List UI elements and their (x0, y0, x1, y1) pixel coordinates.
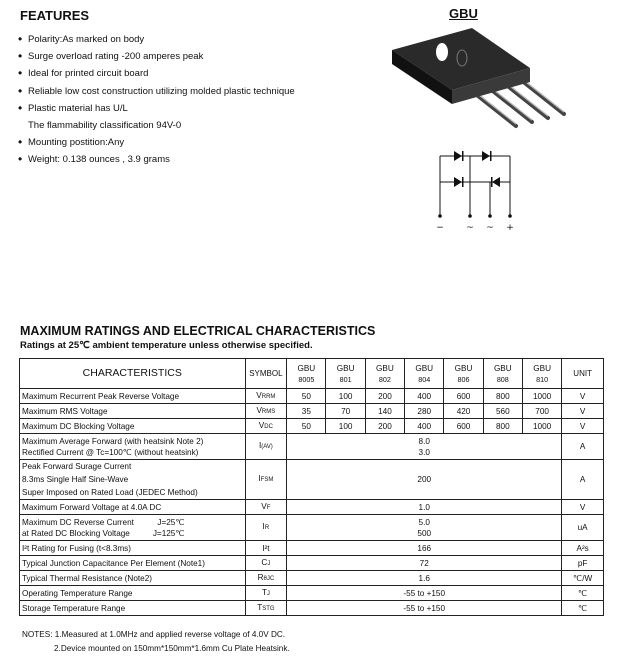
ratings-subtitle: Ratings at 25℃ ambient temperature unless otherwise specified. (20, 340, 313, 351)
row-vrrm-unit: V (562, 389, 604, 404)
row-ifsm (20, 460, 604, 500)
row-tstg-symbol: TSTG (245, 601, 287, 616)
row-cj-value: 72 (287, 556, 562, 571)
row-tj-name: Operating Temperature Range (20, 586, 246, 601)
row-iav-name: Maximum Average Forward (with heatsink Note 2) Rectified Current @ Tc=100℃ (without heatsink) (20, 434, 246, 460)
row-tj (20, 586, 604, 601)
row-ir-value: 5.0 500 (287, 515, 562, 541)
row-vrms-value: 35 (287, 404, 326, 419)
row-vdc-value: 100 (326, 419, 365, 434)
row-vrms (20, 404, 604, 419)
header-part-8005: GBU 8005 (287, 359, 326, 389)
header-symbol: SYMBOL (245, 359, 287, 389)
row-vf-unit: V (562, 500, 604, 515)
row-vdc-unit: V (562, 419, 604, 434)
pin-label-ac1: ~ (466, 223, 474, 233)
notes (22, 628, 290, 656)
row-vdc-value: 400 (405, 419, 444, 434)
row-ir-unit: uA (562, 515, 604, 541)
row-vrrm-value: 800 (483, 389, 522, 404)
row-iav (20, 434, 604, 460)
row-tj-unit: ℃ (562, 586, 604, 601)
feature-item: • Ideal for printed circuit board (18, 65, 295, 82)
bridge-circuit-diagram (430, 148, 530, 234)
row-i2t-symbol: I²t (245, 541, 287, 556)
row-vrms-value: 140 (365, 404, 404, 419)
row-ifsm-value: 200 (287, 460, 562, 500)
row-vdc-value: 800 (483, 419, 522, 434)
row-tstg (20, 601, 604, 616)
row-cj (20, 556, 604, 571)
row-vrms-value: 70 (326, 404, 365, 419)
row-vrrm (20, 389, 604, 404)
header-part-808: GBU 808 (483, 359, 522, 389)
row-tstg-name: Storage Temperature Range (20, 601, 246, 616)
features-title: FEATURES (20, 8, 90, 23)
feature-item: • Weight: 0.138 ounces , 3.9 grams (18, 151, 295, 168)
features-list (18, 31, 295, 169)
row-vrrm-value: 50 (287, 389, 326, 404)
row-vf-value: 1.0 (287, 500, 562, 515)
row-vdc-value: 1000 (522, 419, 561, 434)
row-ir (20, 515, 604, 541)
feature-item: • Reliable low cost construction utilizing molded plastic technique (18, 83, 295, 100)
row-ifsm-unit: A (562, 460, 604, 500)
row-vdc-value: 200 (365, 419, 404, 434)
row-cj-unit: pF (562, 556, 604, 571)
feature-item: • Mounting postition:Any (18, 134, 295, 151)
row-vf-name: Maximum Forward Voltage at 4.0A DC (20, 500, 246, 515)
table-header-row (20, 359, 604, 389)
row-i2t-unit: A²s (562, 541, 604, 556)
package-notch-icon (436, 43, 448, 61)
row-vrrm-value: 100 (326, 389, 365, 404)
note-1: NOTES: 1.Measured at 1.0MHz and applied reverse voltage of 4.0V DC. (22, 630, 286, 639)
note-2: 2.Device mounted on 150mm*150mm*1.6mm Cu Plate Heatsink. (54, 644, 290, 653)
row-vrms-value: 700 (522, 404, 561, 419)
row-tj-value: -55 to +150 (287, 586, 562, 601)
row-ir-name: Maximum DC Reverse Current J=25℃ at Rated DC Blocking Voltage J=125℃ (20, 515, 246, 541)
row-i2t-value: 166 (287, 541, 562, 556)
row-rthjc-value: 1.6 (287, 571, 562, 586)
row-vdc-value: 600 (444, 419, 483, 434)
pin-label-minus: − (436, 223, 444, 233)
row-tj-symbol: TJ (245, 586, 287, 601)
row-vrms-value: 420 (444, 404, 483, 419)
row-iav-symbol: I(AV) (245, 434, 287, 460)
row-vrms-value: 560 (483, 404, 522, 419)
header-part-801: GBU 801 (326, 359, 365, 389)
row-ifsm-symbol: IFSM (245, 460, 287, 500)
row-vrms-unit: V (562, 404, 604, 419)
row-cj-symbol: CJ (245, 556, 287, 571)
header-part-802: GBU 802 (365, 359, 404, 389)
row-tstg-value: -55 to +150 (287, 601, 562, 616)
row-vdc (20, 419, 604, 434)
row-vrms-value: 280 (405, 404, 444, 419)
row-rthjc-name: Typical Thermal Resistance (Note2) (20, 571, 246, 586)
pin-label-plus: + (506, 223, 514, 233)
row-vdc-value: 50 (287, 419, 326, 434)
feature-item: • Surge overload rating -200 amperes peak (18, 48, 295, 65)
feature-item: The flammability classification 94V-0 (28, 119, 182, 131)
row-ir-symbol: IR (245, 515, 287, 541)
header-unit: UNIT (562, 359, 604, 389)
row-i2t (20, 541, 604, 556)
header-characteristics: CHARACTERISTICS (20, 359, 246, 389)
row-tstg-unit: ℃ (562, 601, 604, 616)
feature-item: • Polarity:As marked on body (18, 31, 295, 48)
row-vrrm-value: 1000 (522, 389, 561, 404)
header-part-810: GBU 810 (522, 359, 561, 389)
row-rthjc-unit: ℃/W (562, 571, 604, 586)
pin-label-ac2: ~ (486, 223, 494, 233)
row-iav-unit: A (562, 434, 604, 460)
row-iav-value: 8.0 3.0 (287, 434, 562, 460)
ratings-table (19, 358, 604, 616)
header-part-806: GBU 806 (444, 359, 483, 389)
row-vrrm-name: Maximum Recurrent Peak Reverse Voltage (20, 389, 246, 404)
row-rthjc (20, 571, 604, 586)
row-vrms-name: Maximum RMS Voltage (20, 404, 246, 419)
row-cj-name: Typical Junction Capacitance Per Element (Note1) (20, 556, 246, 571)
ratings-title: MAXIMUM RATINGS AND ELECTRICAL CHARACTERISTICS (20, 324, 376, 338)
row-vf-symbol: VF (245, 500, 287, 515)
row-vf (20, 500, 604, 515)
row-vrrm-value: 200 (365, 389, 404, 404)
row-vrms-symbol: VRMS (245, 404, 287, 419)
row-vrrm-value: 400 (405, 389, 444, 404)
row-rthjc-symbol: RθJC (245, 571, 287, 586)
package-title: GBU (449, 6, 478, 21)
header-part-804: GBU 804 (405, 359, 444, 389)
row-vrrm-symbol: VRRM (245, 389, 287, 404)
row-vrrm-value: 600 (444, 389, 483, 404)
row-i2t-name: I²t Rating for Fusing (t<8.3ms) (20, 541, 246, 556)
gbu-package-drawing (380, 28, 580, 143)
row-ifsm-name: Peak Forward Surage Current 8.3ms Single Half Sine-Wave Super Imposed on Rated Load (JEDEC Method) (20, 460, 246, 500)
row-vdc-name: Maximum DC Blocking Voltage (20, 419, 246, 434)
row-vdc-symbol: VDC (245, 419, 287, 434)
feature-item: • Plastic material has U/L (18, 100, 295, 117)
